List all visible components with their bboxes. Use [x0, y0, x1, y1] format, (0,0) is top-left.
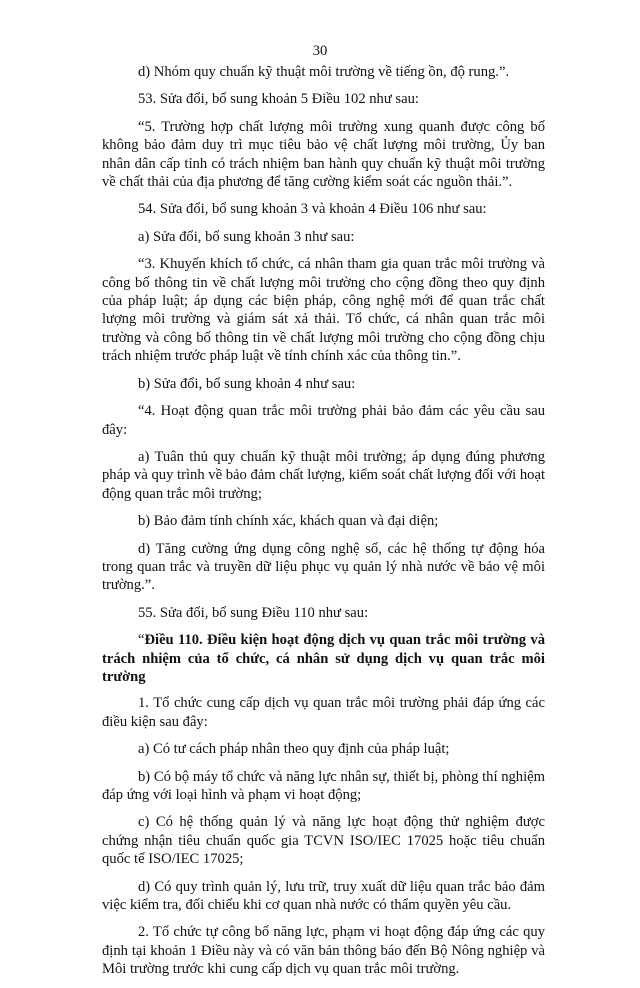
article-paragraph: 2. Tổ chức tự công bố năng lực, phạm vi hoạt động đáp ứng các quy định tại khoản 1 Điều này và có văn bản thông báo đến Bộ Nông nghiệp và Môi trường trước khi cung cấp dịch vụ quan trắc môi trường.: [102, 924, 545, 978]
paragraph: d) Tăng cường ứng dụng công nghệ số, các hệ thống tự động hóa trong quan trắc và truyền dữ liệu phục vụ quản lý nhà nước về bảo vệ môi trường.”.: [102, 540, 545, 594]
document-body: [102, 63, 545, 988]
article-heading-quote: “: [138, 632, 145, 649]
paragraph: b) Sửa đổi, bổ sung khoản 4 như sau:: [138, 375, 356, 392]
article-paragraph: 1. Tổ chức cung cấp dịch vụ quan trắc môi trường phải đáp ứng các điều kiện sau đây:: [102, 695, 545, 730]
article-paragraph: d) Có quy trình quản lý, lưu trữ, truy xuất dữ liệu quan trắc bảo đảm việc kiểm tra, đối chiếu khi cơ quan nhà nước có thẩm quyền yêu cầu.: [102, 878, 545, 914]
article-paragraph: c) Có hệ thống quản lý và năng lực hoạt động thử nghiệm được chứng nhận tiêu chuẩn quốc gia TCVN ISO/IEC 17025 hoặc tiêu chuẩn quốc tế ISO/IEC 17025;: [102, 814, 545, 868]
paragraph: a) Sửa đổi, bổ sung khoản 3 như sau:: [138, 228, 355, 245]
paragraph: b) Bảo đảm tính chính xác, khách quan và đại diện;: [138, 513, 439, 530]
article-heading: [102, 631, 545, 686]
page-number: 30: [312, 43, 328, 59]
paragraph: “4. Hoạt động quan trắc môi trường phải bảo đảm các yêu cầu sau đây:: [102, 403, 545, 438]
article-paragraph: a) Có tư cách pháp nhân theo quy định của pháp luật;: [138, 741, 450, 758]
paragraph: a) Tuân thủ quy chuẩn kỹ thuật môi trường; áp dụng đúng phương pháp và quy trình về bảo đảm chất lượng, kiểm soát chất lượng đối với hoạt động quan trắc môi trường;: [102, 448, 545, 502]
paragraph: 54. Sửa đổi, bổ sung khoản 3 và khoản 4 Điều 106 như sau:: [138, 201, 487, 218]
paragraph: 53. Sửa đổi, bổ sung khoản 5 Điều 102 như sau:: [138, 91, 419, 108]
article-heading-text: Điều 110. Điều kiện hoạt động dịch vụ quan trắc môi trường và trách nhiệm của tổ chức, cá nhân sử dụng dịch vụ quan trắc môi trường: [102, 632, 545, 685]
paragraph: “3. Khuyến khích tổ chức, cá nhân tham gia quan trắc môi trường và công bố thông tin về chất lượng môi trường cho cộng đồng theo quy định của pháp luật; áp dụng các biện pháp, công nghệ mới để quan trắc chất lượng môi trường và giám sát xả thải. Tổ chức, cá nhân quan trắc môi trường và công bố thông tin về chất lượng môi trường cho cộng đồng chịu trách nhiệm trước pháp luật về tính chính xác của thông tin.”.: [102, 256, 545, 365]
article-paragraph: b) Có bộ máy tổ chức và năng lực nhân sự, thiết bị, phòng thí nghiệm đáp ứng với loại hình và phạm vi hoạt động;: [102, 768, 545, 803]
paragraph: “5. Trường hợp chất lượng môi trường xung quanh được công bố không bảo đảm duy trì mục tiêu bảo vệ chất lượng môi trường, Ủy ban nhân dân cấp tỉnh có trách nhiệm ban hành quy chuẩn kỹ thuật môi trường về chất thải của địa phương để tăng cường kiểm soát các nguồn thải.”.: [102, 118, 545, 191]
paragraph: d) Nhóm quy chuẩn kỹ thuật môi trường về tiếng ồn, độ rung.”.: [138, 64, 510, 80]
paragraph: 55. Sửa đổi, bổ sung Điều 110 như sau:: [138, 604, 369, 621]
